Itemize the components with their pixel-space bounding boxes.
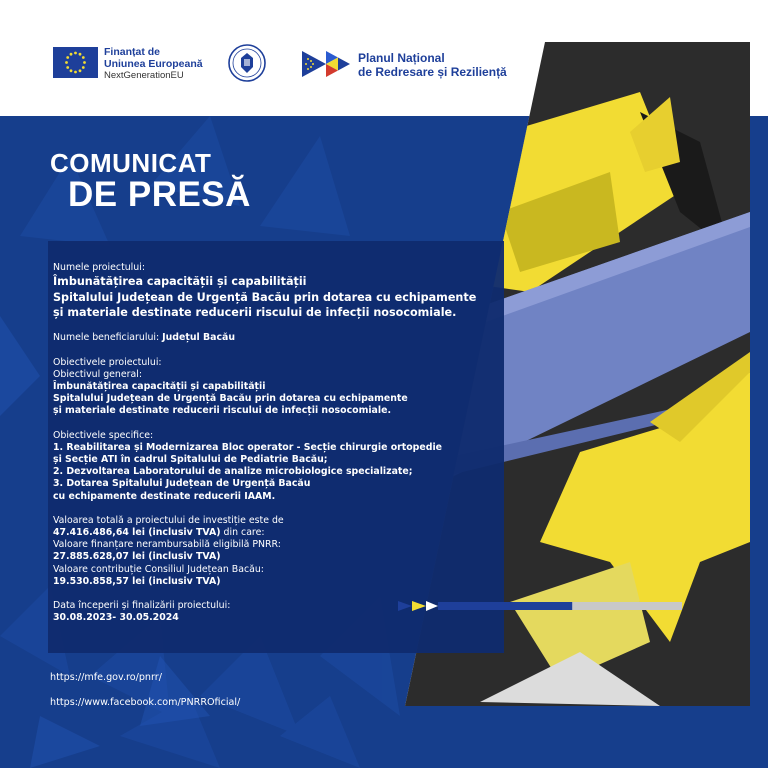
general-line1: Îmbunătățirea capacității și capabilității — [53, 381, 266, 393]
pnrr-logo-icon — [302, 51, 352, 77]
general-line2: Spitalului Județean de Urgență Bacău prin dotarea cu echipamente — [53, 393, 408, 405]
value-intro: Valoarea totală a proiectului de investiție este de — [53, 514, 284, 526]
value-total-row — [53, 527, 493, 539]
eu-flag-icon — [53, 47, 98, 78]
progress-fill — [438, 602, 572, 610]
project-name-line3: și materiale destinate reducerii riscului de infecții nosocomiale. — [53, 306, 457, 320]
council-label: Valoare contribuție Consiliul Județean Bacău: — [53, 563, 264, 575]
specific-line3: 2. Dezvoltarea Laboratorului de analize microbiologice specializate; — [53, 466, 413, 478]
title-line2: DE PRESĂ — [68, 175, 251, 214]
council-value: 19.530.858,57 lei (inclusiv TVA) — [53, 575, 221, 587]
title-line1: COMUNICAT — [50, 148, 212, 178]
project-name-line2: Spitalului Județean de Urgență Bacău prin dotarea cu echipamente — [53, 290, 477, 304]
general-label: Obiectivul general: — [53, 368, 143, 380]
pnrr-funding-label: Valoare finanțare nerambursabilă eligibilă PNRR: — [53, 539, 281, 551]
dates-label: Data începerii și finalizării proiectului: — [53, 600, 231, 612]
link-mfe[interactable]: https://mfe.gov.ro/pnrr/ — [50, 672, 162, 683]
eu-line1: Finanțat de — [104, 46, 161, 58]
eu-line2: Uniunea Europeană — [104, 58, 203, 70]
project-name-line1: Îmbunătățirea capacității și capabilității — [53, 275, 307, 289]
project-details — [53, 262, 493, 624]
specific-label: Obiectivele specifice: — [53, 429, 154, 441]
dates-value: 30.08.2023- 30.05.2024 — [53, 612, 179, 624]
beneficiary-label: Numele beneficiarului: — [53, 332, 163, 344]
pnrr-funding-value: 27.885.628,07 lei (inclusiv TVA) — [53, 551, 221, 563]
pnrr-line1: Planul Național — [358, 51, 445, 65]
specific-line1: 1. Reabilitarea și Modernizarea Bloc operator - Secție chirurgie ortopedie — [53, 441, 443, 453]
university-seal-icon — [228, 44, 266, 82]
pnrr-line2: de Redresare și Reziliență — [358, 65, 507, 79]
project-name-label: Numele proiectului: — [53, 262, 145, 273]
progress-bar — [398, 600, 682, 612]
specific-line5: cu echipamente destinate reducerii IAAM. — [53, 490, 276, 502]
beneficiary-value: Județul Bacău — [162, 332, 236, 344]
objectives-label: Obiectivele proiectului: — [53, 356, 162, 368]
value-total: 47.416.486,64 lei (inclusiv TVA) — [53, 527, 221, 539]
arrow-icon — [398, 601, 438, 611]
general-line3: și materiale destinate reducerii riscului de infecții nosocomiale. — [53, 405, 392, 417]
link-facebook[interactable]: https://www.facebook.com/PNRROficial/ — [50, 697, 241, 708]
beneficiary-row — [53, 332, 493, 344]
specific-line4: 3. Dotarea Spitalului Județean de Urgență Bacău — [53, 478, 311, 490]
value-total-suffix: din care: — [220, 527, 265, 539]
eu-line3: NextGenerationEU — [104, 70, 184, 81]
eu-funding-text — [104, 46, 203, 82]
specific-line2: și Secție ATI în cadrul Spitalului de Pediatrie Bacău; — [53, 454, 328, 466]
